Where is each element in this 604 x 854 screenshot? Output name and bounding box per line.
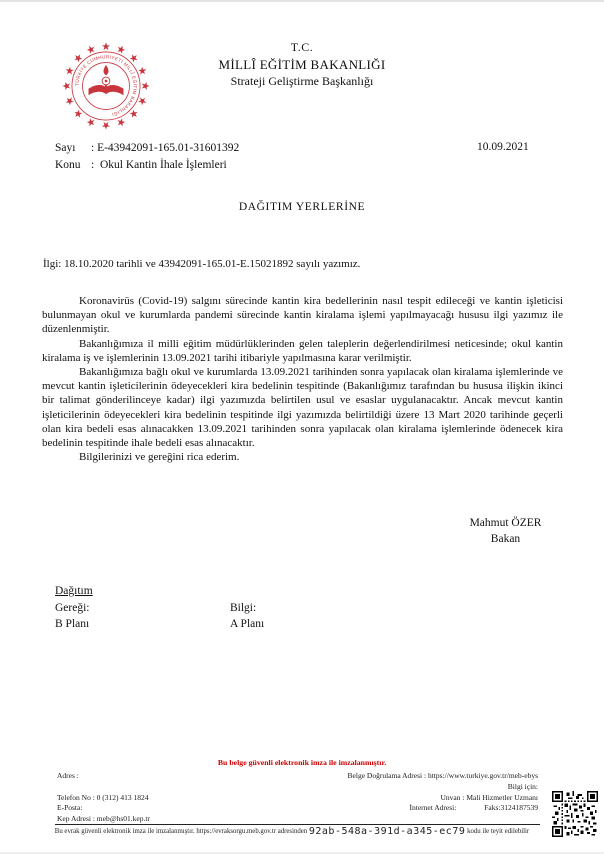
geregi-value: B Planı xyxy=(55,618,90,630)
letterhead-ministry: MİLLÎ EĞİTİM BAKANLIĞI xyxy=(218,57,386,72)
reference-line: İlgi: 18.10.2020 tarihli ve 43942091-165.01-E.15021892 sayılı yazımız. xyxy=(43,258,361,270)
recipient-title: DAĞITIM YERLERİNE xyxy=(238,201,366,213)
bilgi-label: Bilgi: xyxy=(230,601,257,614)
konu-value: : Okul Kantin İhale İşlemleri xyxy=(91,159,227,171)
signature-block xyxy=(398,515,604,547)
bilgi-icin-label: Bilgi için: xyxy=(507,781,538,791)
distribution-heading: Dağıtım xyxy=(55,585,93,597)
unvan: Unvan : Mali Hizmetler Uzmanı xyxy=(440,792,538,802)
konu-row xyxy=(55,157,239,174)
qr-code xyxy=(552,788,598,840)
footer-divider xyxy=(55,824,540,825)
verify-code: 92ab-548a-391d-a345-ec79 xyxy=(308,826,466,837)
letter-body xyxy=(42,294,563,464)
adres-label: Adres : xyxy=(57,771,79,780)
esign-notice: Bu belge güvenli elektronik imza ile imzalanmıştır. xyxy=(217,758,387,767)
document-meta xyxy=(55,140,239,174)
distribution-block xyxy=(55,583,264,633)
sayi-value: : E-43942091-165.01-31601392 xyxy=(91,142,240,154)
geregi-label: Gereği: xyxy=(55,601,90,614)
paragraph-1: Koronavirüs (Covid-19) salgını sürecinde kantin kira bedellerinin nasıl tespit edileceği ve kantin işleticisi bulunmayan okul ve kurumlarda pandemi sürecinde kantin kiralama işlemi yapılmayacağı hususu ilgi yazımız ile düzenlenmiştir. xyxy=(42,295,563,336)
kep-adresi: Kep Adresi : meb@hs01.kep.tr xyxy=(57,814,150,824)
telefon-no: Telefon No : 0 (312) 413 1824 xyxy=(57,792,149,802)
letterhead xyxy=(0,39,604,90)
verification-line xyxy=(38,826,546,837)
sayi-label: Sayı xyxy=(55,142,76,154)
paragraph-2: Bakanlığımıza il milli eğitim müdürlüklerinden gelen taleplerin değerlendirilmesi neticesinde; okul kantin kiralama iş ve işlemlerinin 13.09.2021 tarihi itibariyle yapılmasına karar verilmiştir. xyxy=(42,337,563,364)
signer-name: Mahmut ÖZER xyxy=(469,517,542,529)
konu-label: Konu xyxy=(55,159,81,171)
document-date: 10.09.2021 xyxy=(477,141,529,153)
signer-title: Bakan xyxy=(490,533,521,545)
sayi-row xyxy=(55,140,239,157)
closing-line: Bilgilerinizi ve gereğini rica ederim. xyxy=(79,451,240,464)
dogrulama-adresi: Belge Doğrulama Adresi : https://www.turkiye.gov.tr/meb-ebys xyxy=(347,771,538,780)
internet-adresi-label: İnternet Adresi: xyxy=(409,803,457,813)
seal-ring-text: TÜRKİYE CUMHURİYETİ MİLLÎ EĞİTİM BAKANLIĞI xyxy=(74,54,138,117)
letterhead-department: Strateji Geliştirme Başkanlığı xyxy=(230,74,374,88)
verify-suffix: kodu ile teyit edilebilir xyxy=(467,828,530,835)
footer-contact-info xyxy=(57,771,538,825)
letterhead-tc: T.C. xyxy=(290,40,314,54)
paragraph-3: Bakanlığımıza bağlı okul ve kurumlarda 13.09.2021 tarihinden sonra yapılacak olan kiralama işlemlerinde ve mevcut kantin işleticilerinin ödeyecekleri kira bedelinin tespitinde (Bakanlığımız tarafından bu hususa ilişkin ikinci bir talimat gönderilinceye kadar) ilgi yazımızda belirtilen usul ve esaslar uygulanacaktır. Ancak mevcut kantin işleticilerinin ödeyecekleri kira bedelinin tespitinde ilgi yazımızda belirtildiği üzere 13 Mart 2020 tarihinde geçerli olan kira bedeli esas alınacakken 13.09.2021 tarihinden sonra yapılacak olan kiralama işlemlerinde ödenecek kira bedelinin tespitinde ihale bedeli esas alınacaktır. xyxy=(42,366,563,450)
faks-no: Faks:3124187539 xyxy=(484,803,538,813)
verify-prefix: Bu evrak güvenli elektronik imza ile imzalanmıştır. https://evraksorgu.meb.gov.tr adresinden xyxy=(54,828,308,835)
bilgi-value: A Planı xyxy=(230,618,265,630)
eposta-label: E-Posta: xyxy=(57,803,83,813)
